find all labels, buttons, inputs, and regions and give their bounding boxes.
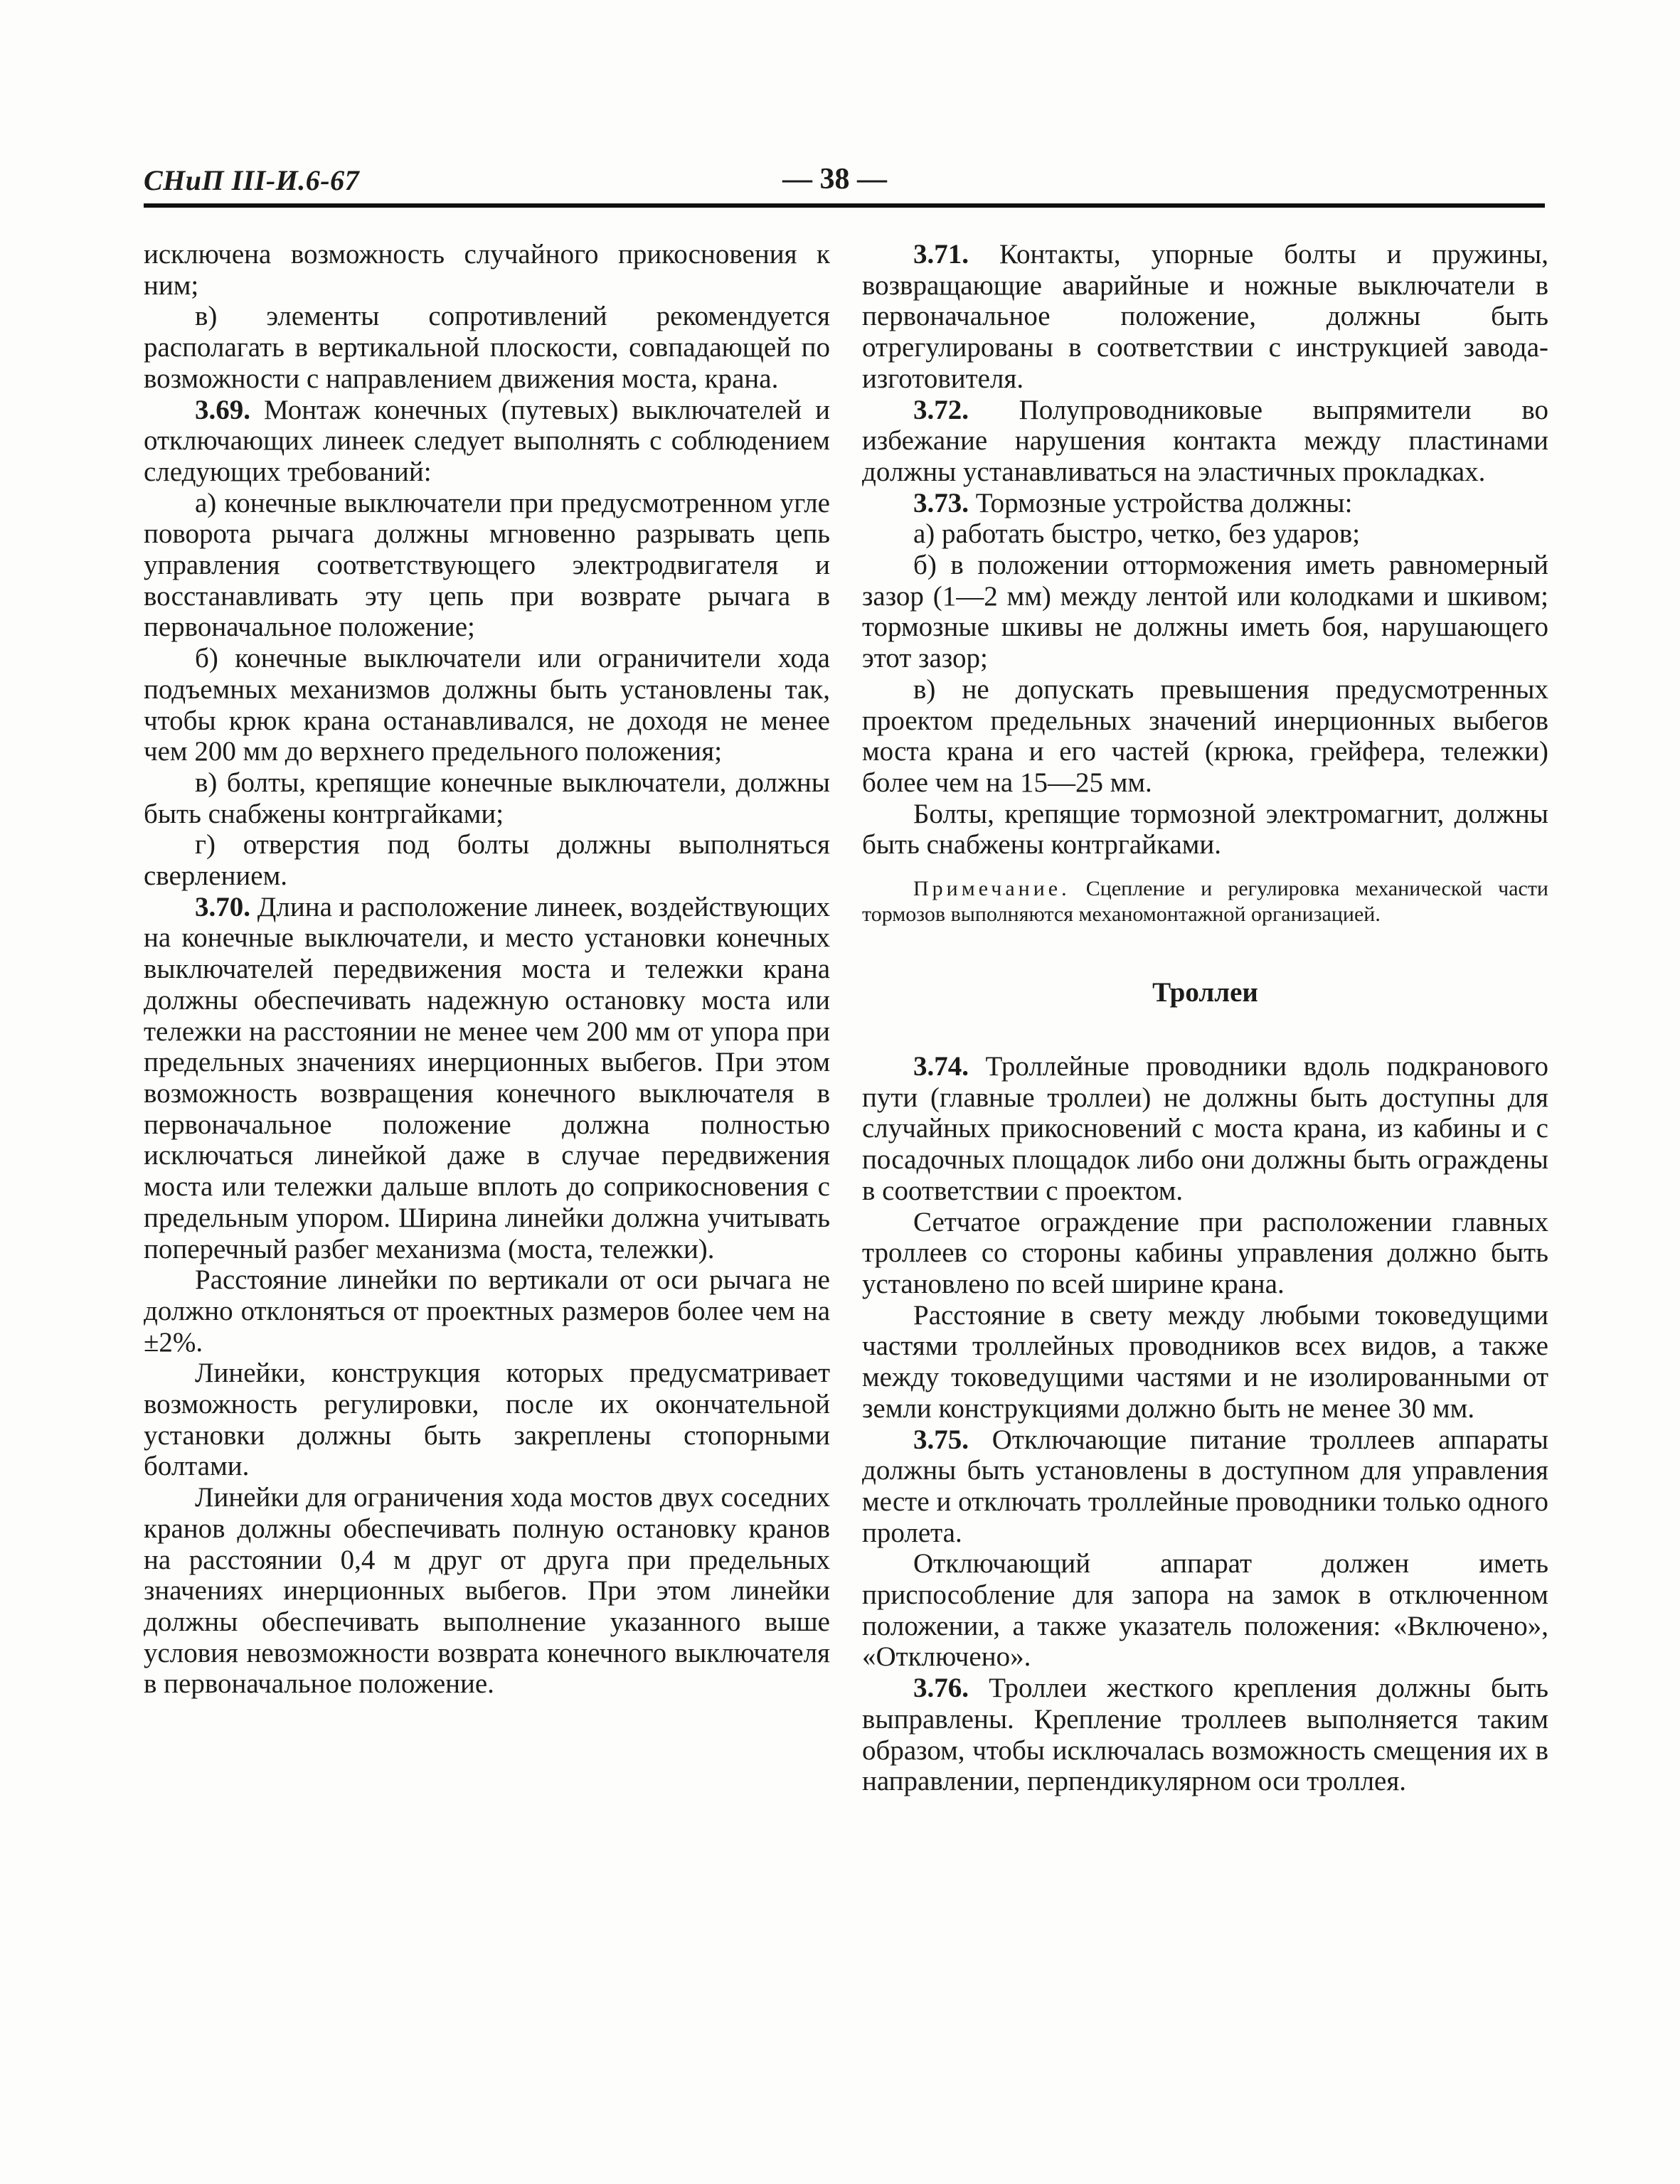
clause-3-71	[862, 239, 1548, 395]
paragraph: Отключающий аппарат должен иметь приспособление для запора на замок в отключенном положении, а также указатель положения: «Включено», «Отключено».	[862, 1548, 1548, 1673]
list-item: а) конечные выключатели при предусмотренном угле поворота рычага должны мгновенно разрывать цепь управления соответствующего электродвигателя и восстанавливать эту цепь при возврате рычага в первоначальное положение;	[144, 487, 830, 643]
list-item: б) конечные выключатели или ограничители хода подъемных механизмов должны быть установлены так, чтобы крюк крана останавливался, не доходя не менее чем 200 мм до верхнего предельного положения;	[144, 643, 830, 767]
paragraph: Болты, крепящие тормозной электромагнит, должны быть снабжены контргайками.	[862, 798, 1548, 861]
clause-number: 3.74.	[913, 1051, 969, 1082]
clause-number: 3.76.	[913, 1673, 969, 1704]
clause-3-75	[862, 1424, 1548, 1549]
clause-text: Троллеи жесткого крепления должны быть выправлены. Крепление троллеев выполняется таким образом, чтобы исключалась возможность смещения их в направлении, перпендикулярном оси троллея.	[862, 1673, 1548, 1797]
paragraph: Сетчатое ограждение при расположении главных троллеев со стороны кабины управления должно быть установлено по всей ширине крана.	[862, 1206, 1548, 1299]
clause-text: Контакты, упорные болты и пружины, возвращающие аварийные и ножные выключатели в первоначальное положение, должны быть отрегулированы в соответствии с инструкцией завода-изготовителя.	[862, 239, 1548, 394]
list-item: а) работать быстро, четко, без ударов;	[913, 518, 1361, 550]
clause-text: Троллейные проводники вдоль подкранового пути (главные троллеи) не должны быть доступны для случайных прикосновений с моста крана, из кабины и с посадочных площадок либо они должны быть ограждены в соответствии с проектом.	[862, 1051, 1549, 1206]
clause-text: Отключающие питание троллеев аппараты должны быть установлены в доступном для управления месте и отключать троллейные проводники только одного пролета.	[862, 1424, 1548, 1548]
right-column	[862, 239, 1548, 1797]
clause-3-73	[862, 488, 1548, 519]
clause-number: 3.69.	[195, 394, 250, 425]
clause-text: Длина и расположение линеек, воздействующих на конечные выключатели, и место установки конечных выключателей передвижения моста и тележки крана должны обеспечивать надежную остановку моста или тележки на расстоянии не менее чем 200 мм от упора при предельных значениях инерционных выбегов. При этом возможность возвращения конечного выключателя в первоначальное положение должна полностью исключаться линейкой даже в случае передвижения моста или тележки дальше вплоть до соприкосновения с предельным упором. Ширина линейки должна учитывать поперечный разбег механизма (моста, тележки).	[144, 891, 830, 1264]
left-column	[144, 239, 830, 1700]
list-item: в) не допускать превышения предусмотренных проектом предельных значений инерционных выбегов моста крана и его частей (крюка, грейфера, тележки) более чем на 15—25 мм.	[862, 673, 1548, 798]
clause-number: 3.72.	[913, 394, 969, 425]
paragraph: Линейки, конструкция которых предусматривает возможность регулировки, после их окончательной установки должны быть закреплены стопорными болтами.	[144, 1358, 830, 1482]
paragraph: Линейки для ограничения хода мостов двух соседних кранов должны обеспечивать полную остановку кранов на расстоянии 0,4 м друг от друга при предельных значениях инерционных выбегов. При этом линейки должны обеспечивать выполнение указанного выше условия невозможности возврата конечного выключателя в первоначальное положение.	[144, 1482, 830, 1700]
clause-3-74	[862, 1051, 1548, 1207]
list-item: б) в положении отторможения иметь равномерный зазор (1—2 мм) между лентой или колодками и шкивом; тормозные шкивы не должны иметь боя, нарушающего этот зазор;	[862, 550, 1548, 674]
clause-3-72	[862, 395, 1548, 488]
paragraph: Расстояние линейки по вертикали от оси рычага не должно отклоняться от проектных размеров более чем на ±2%.	[144, 1264, 830, 1358]
list-item: в) болты, крепящие конечные выключатели, должны быть снабжены контргайками;	[144, 767, 830, 829]
note-text: Сцепление и регулировка механической части тормозов выполняются механомонтажной организацией.	[862, 877, 1548, 927]
section-title: Троллеи	[1152, 977, 1258, 1008]
note-label: Примечание.	[913, 877, 1070, 901]
page-number: — 38 —	[782, 163, 887, 196]
clause-3-70	[144, 892, 830, 1264]
clause-number: 3.73.	[913, 487, 969, 518]
document-code: СНиП III-И.6-67	[144, 164, 360, 196]
clause-number: 3.70.	[195, 891, 250, 922]
clause-text: Полупроводниковые выпрямители во избежание нарушения контакта между пластинами должны устанавливаться на эластичных прокладках.	[862, 394, 1548, 487]
clause-text: Монтаж конечных (путевых) выключателей и отключающих линеек следует выполнять с соблюдением следующих требований:	[144, 394, 830, 487]
clause-3-69	[144, 395, 830, 488]
clause-text: Тормозные устройства должны:	[975, 487, 1353, 518]
header-rule	[144, 203, 1545, 208]
paragraph: исключена возможность случайного прикосновения к ним;	[144, 239, 830, 301]
clause-number: 3.75.	[913, 1424, 969, 1455]
note	[862, 876, 1548, 927]
clause-number: 3.71.	[913, 239, 969, 270]
list-item: г) отверстия под болты должны выполняться сверлением.	[144, 829, 830, 892]
clause-3-76	[862, 1673, 1548, 1797]
paragraph: Расстояние в свету между любыми токоведущими частями троллейных проводников всех видов, а также между токоведущими частями и не изолированными от земли конструкциями должно быть не менее 30 мм.	[862, 1299, 1548, 1424]
list-item: в) элементы сопротивлений рекомендуется располагать в вертикальной плоскости, совпадающей по возможности с направлением движения моста, крана.	[144, 301, 830, 394]
